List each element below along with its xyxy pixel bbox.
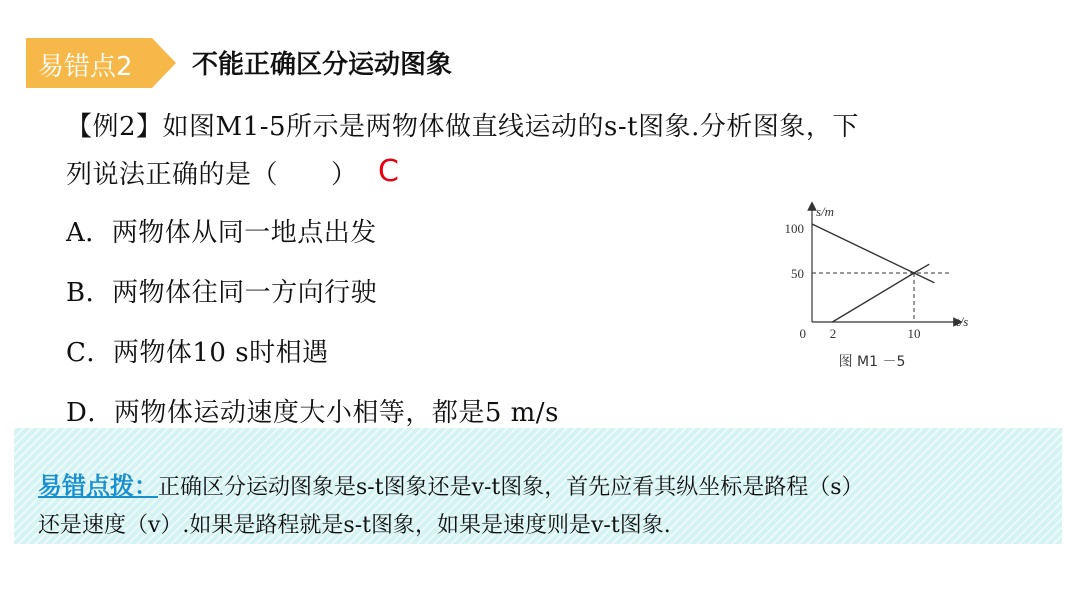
tip-line-2: 还是速度（v）.如果是路程就是s-t图象，如果是速度则是v-t图象. [38,513,671,538]
section-tag [26,38,176,88]
y-axis-label: s/m [816,204,835,219]
x-axis-label: t/s [956,314,969,329]
x-tick-2: 2 [829,326,837,341]
st-graph [770,198,980,376]
x-tick-10: 10 [907,326,921,341]
y-tick-50: 50 [791,266,804,281]
option-a: A．两物体从同一地点出发 [66,218,377,248]
option-d: D．两物体运动速度大小相等，都是5 m/s [66,398,559,428]
tip-box [14,428,1062,544]
option-c: C．两物体10 s时相遇 [66,338,329,368]
series-line-object-2 [832,264,929,322]
series-line-object-1 [812,224,934,283]
question-line-2: 列说法正确的是（ ） [66,160,358,190]
x-tick-0: 0 [799,326,806,341]
tag-label: 易错点2 [38,52,133,82]
tip-text-1: 正确区分运动图象是s-t图象还是v-t图象，首先应看其纵坐标是路程（s） [158,475,864,500]
section-title: 不能正确区分运动图象 [192,50,453,80]
option-b: B．两物体往同一方向行驶 [66,278,378,308]
question-line-1: 【例2】如图M1-5所示是两物体做直线运动的s-t图象.分析图象，下 [66,112,859,142]
tip-label: 易错点拨： [38,472,158,500]
figure-caption: 图 M1 －5 [838,354,906,370]
answer-mark: C [378,154,399,189]
y-tick-100: 100 [784,221,804,236]
tip-line-1 [38,466,864,501]
